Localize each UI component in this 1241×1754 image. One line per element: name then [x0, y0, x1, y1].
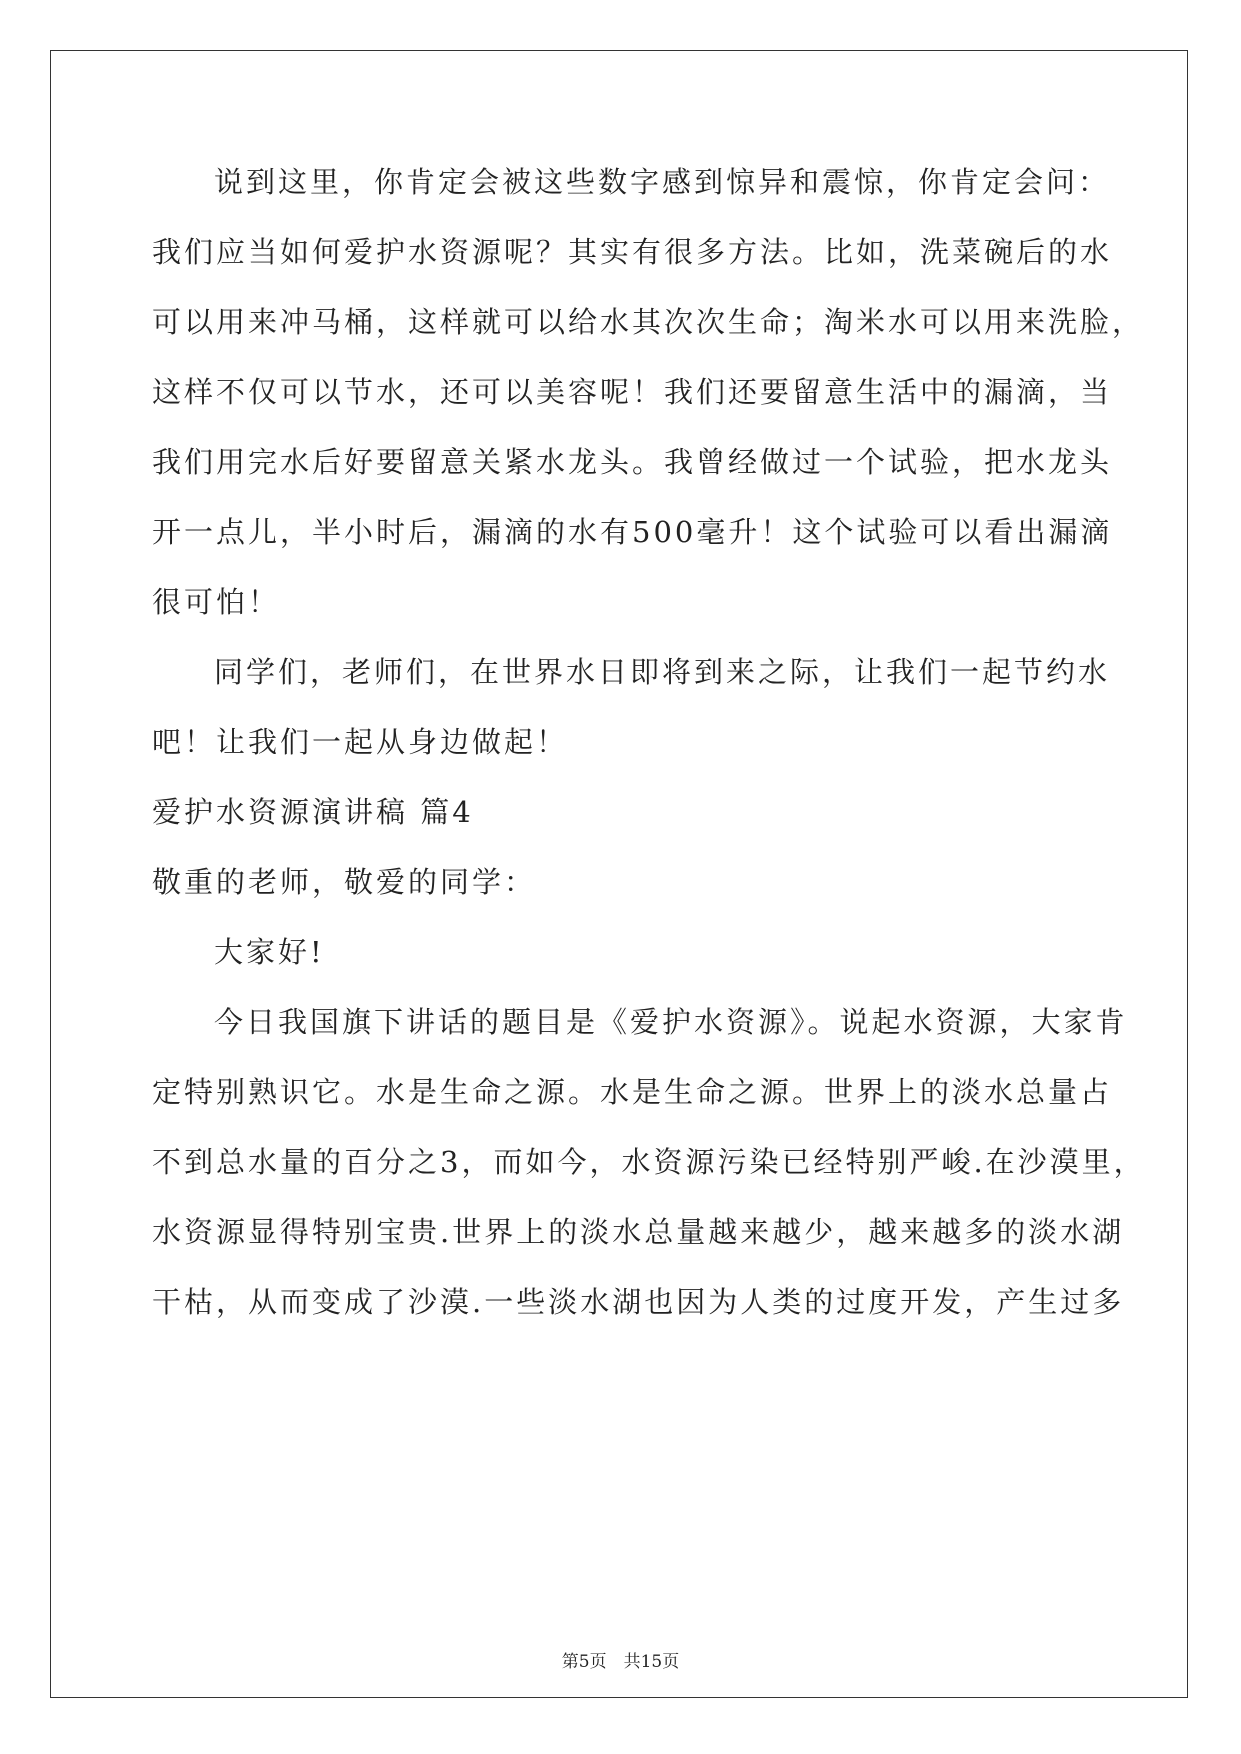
- paragraph-line: 水资源显得特别宝贵.世界上的淡水总量越来越少，越来越多的淡水湖: [152, 1215, 1125, 1249]
- paragraph-line: 说到这里，你肯定会被这些数字感到惊异和震惊，你肯定会问：: [214, 165, 1111, 199]
- paragraph-line: 不到总水量的百分之3，而如今，水资源污染已经特别严峻.在沙漠里，: [152, 1145, 1146, 1179]
- page-footer: 第5页 共15页: [561, 1652, 680, 1672]
- paragraph-line: 干枯，从而变成了沙漠.一些淡水湖也因为人类的过度开发，产生过多: [152, 1285, 1125, 1319]
- salutation: 敬重的老师，敬爱的同学：: [152, 865, 537, 899]
- paragraph-line: 吧！让我们一起从身边做起！: [152, 725, 569, 759]
- paragraph-line: 可以用来冲马桶，这样就可以给水其次次生命；淘米水可以用来洗脸，: [152, 305, 1145, 339]
- paragraph-line: 开一点儿，半小时后，漏滴的水有500毫升！这个试验可以看出漏滴: [152, 515, 1113, 549]
- section-heading: 爱护水资源演讲稿 篇4: [152, 795, 474, 829]
- paragraph-line: 我们应当如何爱护水资源呢？其实有很多方法。比如，洗菜碗后的水: [152, 235, 1113, 269]
- paragraph-line: 这样不仅可以节水，还可以美容呢！我们还要留意生活中的漏滴，当: [152, 375, 1113, 409]
- greeting: 大家好!: [214, 935, 325, 969]
- paragraph-line: 定特别熟识它。水是生命之源。水是生命之源。世界上的淡水总量占: [152, 1075, 1113, 1109]
- paragraph-line: 很可怕！: [152, 585, 281, 619]
- paragraph-line: 今日我国旗下讲话的题目是《爱护水资源》。说起水资源，大家肯: [214, 1005, 1128, 1039]
- paragraph-line: 同学们，老师们，在世界水日即将到来之际，让我们一起节约水: [214, 655, 1111, 689]
- paragraph-line: 我们用完水后好要留意关紧水龙头。我曾经做过一个试验，把水龙头: [152, 445, 1113, 479]
